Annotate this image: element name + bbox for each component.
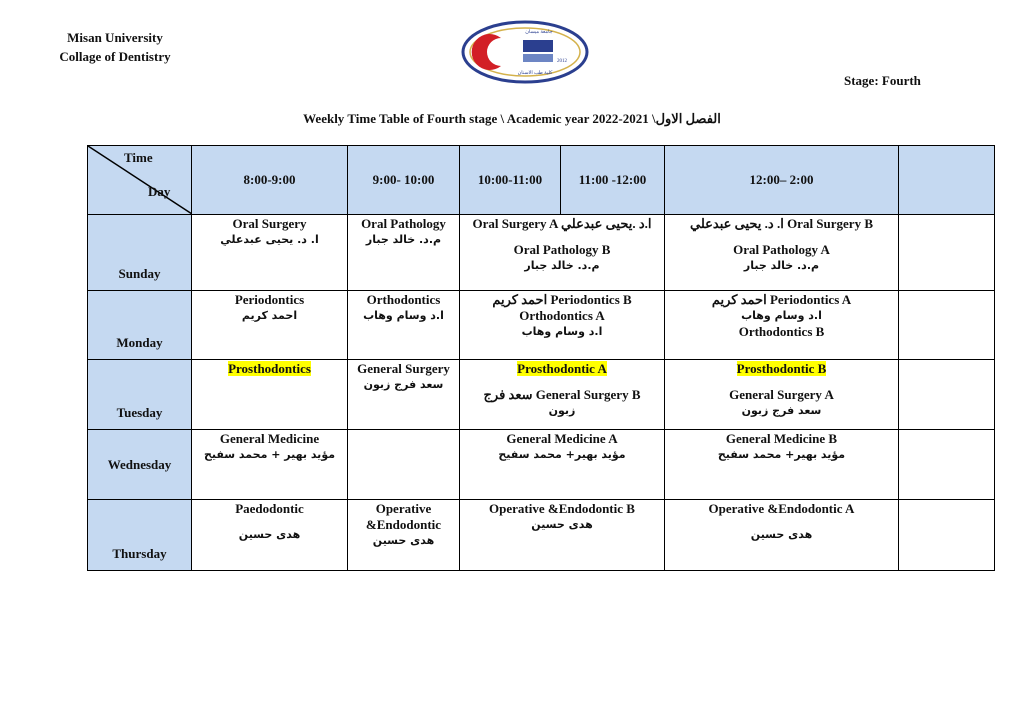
tuesday-empty bbox=[899, 360, 995, 430]
wednesday-empty bbox=[899, 430, 995, 500]
monday-slot-3-4 bbox=[460, 291, 665, 360]
logo-year: 2012 bbox=[557, 59, 567, 64]
subject: General Surgery bbox=[357, 361, 450, 376]
tuesday-slot-2 bbox=[348, 360, 460, 430]
teacher: ا.د وسام وهاب bbox=[741, 309, 822, 322]
teacher: ا. د. يحيى عبدعلي bbox=[220, 233, 319, 246]
subject-line: General Surgery A bbox=[729, 387, 834, 402]
teacher: زبون bbox=[548, 404, 576, 417]
row-sunday bbox=[88, 215, 995, 291]
sunday-slot-5 bbox=[665, 215, 899, 291]
subject: Oral Pathology bbox=[361, 216, 446, 231]
teacher: م.د. خالد جبار bbox=[524, 259, 600, 272]
teacher: هدى حسين bbox=[372, 534, 435, 547]
row-monday bbox=[88, 291, 995, 360]
wednesday-slot-3-4 bbox=[460, 430, 665, 500]
subject-line: احمد كريم Periodontics A bbox=[711, 292, 852, 307]
subject-line: Operative &Endodontic A bbox=[708, 501, 855, 516]
logo-text-top: جامعة ميسان bbox=[525, 30, 553, 35]
sunday-slot-2 bbox=[348, 215, 460, 291]
time-header-row bbox=[88, 146, 995, 215]
teacher: سعد فرج زبون bbox=[741, 404, 822, 417]
subject-line: Orthodontics A bbox=[519, 308, 605, 323]
monday-slot-1 bbox=[192, 291, 348, 360]
monday-empty bbox=[899, 291, 995, 360]
logo-text-bottom: كلية طب الاسنان bbox=[517, 71, 553, 76]
subject: Orthodontics bbox=[366, 292, 441, 307]
time-slot-5: 12:00– 2:00 bbox=[665, 146, 899, 215]
thursday-slot-2 bbox=[348, 500, 460, 571]
subject-line: General Medicine A bbox=[506, 431, 618, 446]
teacher: هدى حسين bbox=[238, 528, 301, 541]
subject-line: General Medicine B bbox=[725, 431, 838, 446]
sunday-empty bbox=[899, 215, 995, 291]
sunday-slot-3-4 bbox=[460, 215, 665, 291]
day-monday: Monday bbox=[88, 291, 192, 360]
time-slot-empty bbox=[899, 146, 995, 215]
row-tuesday bbox=[88, 360, 995, 430]
subject: General Medicine bbox=[219, 431, 320, 446]
teacher: مؤيد بهير+ محمد سفيح bbox=[498, 448, 626, 461]
monday-slot-5 bbox=[665, 291, 899, 360]
teacher: م.د. خالد جبار bbox=[365, 233, 442, 246]
subject-line: Operative &Endodontic B bbox=[489, 501, 635, 516]
time-slot-1: 8:00-9:00 bbox=[192, 146, 348, 215]
wednesday-slot-2 bbox=[348, 430, 460, 500]
teacher: سعد فرج زبون bbox=[363, 378, 444, 391]
time-slot-2: 9:00- 10:00 bbox=[348, 146, 460, 215]
teacher: مؤيد بهير + محمد سفيح bbox=[203, 448, 336, 461]
wednesday-slot-1 bbox=[192, 430, 348, 500]
teacher: ا.د وسام وهاب bbox=[521, 325, 603, 338]
monday-slot-2 bbox=[348, 291, 460, 360]
college-logo bbox=[461, 20, 589, 84]
tuesday-slot-3-4 bbox=[460, 360, 665, 430]
subject-line: Oral Pathology B bbox=[513, 242, 611, 257]
university-header bbox=[40, 28, 190, 66]
thursday-slot-1 bbox=[192, 500, 348, 571]
day-thursday: Thursday bbox=[88, 500, 192, 571]
time-slot-3: 10:00-11:00 bbox=[460, 146, 561, 215]
row-wednesday bbox=[88, 430, 995, 500]
college-name: Collage of Dentistry bbox=[59, 49, 171, 64]
corner-cell bbox=[88, 146, 192, 215]
timetable-title: Weekly Time Table of Fourth stage \ Academic year 2022-2021 \الفصل الاول bbox=[303, 111, 721, 126]
row-thursday bbox=[88, 500, 995, 571]
subject-line: احمد كريم Periodontics B bbox=[492, 292, 632, 307]
wednesday-slot-5 bbox=[665, 430, 899, 500]
teacher: هدى حسين bbox=[750, 528, 813, 541]
corner-day-label: Day bbox=[148, 184, 171, 199]
sunday-slot-1 bbox=[192, 215, 348, 291]
time-slot-4: 11:00 -12:00 bbox=[561, 146, 665, 215]
subject: Periodontics bbox=[234, 292, 305, 307]
teacher: هدى حسين bbox=[531, 518, 593, 531]
subject-line: ا. د. يحيى عبدعلي Oral Surgery B bbox=[689, 216, 873, 231]
subject-line: سعد فرج General Surgery B bbox=[483, 387, 641, 402]
corner-time-label: Time bbox=[124, 150, 153, 165]
teacher: م.د. خالد جبار bbox=[743, 259, 820, 272]
teacher: احمد كريم bbox=[241, 309, 298, 322]
subject-line: Oral Pathology A bbox=[733, 242, 830, 257]
day-tuesday: Tuesday bbox=[88, 360, 192, 430]
subject-highlighted: Prosthodontics bbox=[228, 361, 311, 376]
thursday-slot-3-4 bbox=[460, 500, 665, 571]
subject: Oral Surgery bbox=[232, 216, 307, 231]
timetable bbox=[87, 145, 995, 571]
stage-label: Stage: Fourth bbox=[844, 73, 921, 88]
subject-line: Oral Surgery A ا.د .يحيى عبدعلي bbox=[472, 216, 652, 231]
subject: Paedodontic bbox=[235, 501, 304, 516]
teacher: ا.د وسام وهاب bbox=[363, 309, 444, 322]
subject-line: Orthodontics B bbox=[738, 324, 825, 339]
thursday-empty bbox=[899, 500, 995, 571]
tuesday-slot-5 bbox=[665, 360, 899, 430]
subject: Operative &Endodontic bbox=[365, 501, 442, 532]
subject-highlighted: Prosthodontic B bbox=[736, 361, 827, 376]
subject-highlighted: Prosthodontic A bbox=[517, 361, 607, 376]
thursday-slot-5 bbox=[665, 500, 899, 571]
university-name: Misan University bbox=[67, 30, 163, 45]
day-wednesday: Wednesday bbox=[88, 430, 192, 500]
teacher: مؤيد بهير+ محمد سفيح bbox=[717, 448, 846, 461]
tuesday-slot-1 bbox=[192, 360, 348, 430]
day-sunday: Sunday bbox=[88, 215, 192, 291]
